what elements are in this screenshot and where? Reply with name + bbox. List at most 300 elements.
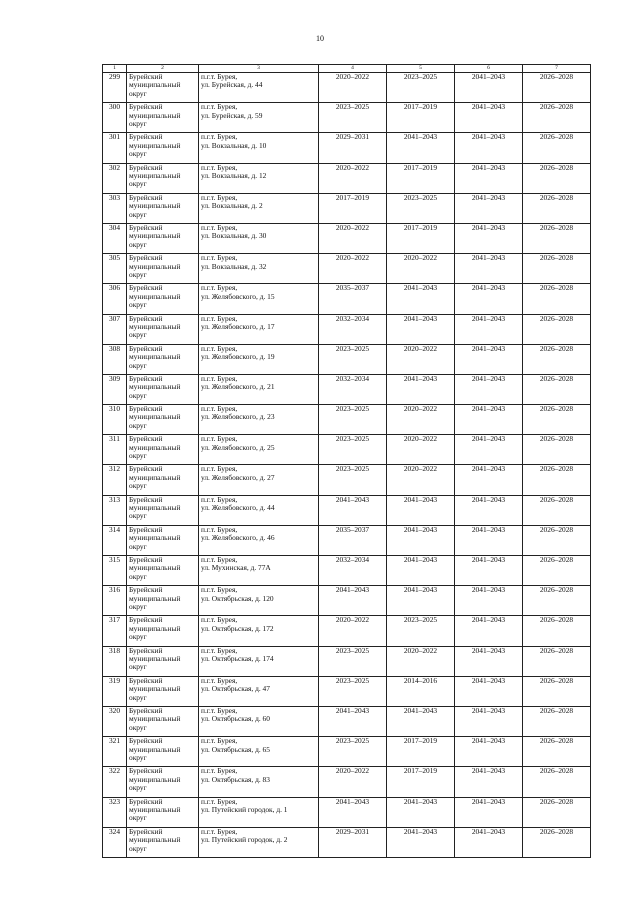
period-col6-cell: 2041–2043 <box>455 73 523 103</box>
municipality-cell <box>127 374 199 404</box>
table-row <box>103 495 591 525</box>
municipality-cell <box>127 193 199 223</box>
row-number-cell: 308 <box>103 344 127 374</box>
address-line: п.г.т. Бурея, <box>201 827 238 836</box>
address-line: п.г.т. Бурея, <box>201 193 238 202</box>
period-col7-cell: 2026–2028 <box>523 344 591 374</box>
period-col5-cell: 2020–2022 <box>387 254 455 284</box>
period-col7-cell: 2026–2028 <box>523 737 591 767</box>
municipality-line: Бурейский <box>129 676 163 685</box>
period-col6-cell: 2041–2043 <box>455 737 523 767</box>
municipality-cell <box>127 495 199 525</box>
address-line: ул. Вокзальная, д. 30 <box>201 231 267 241</box>
period-col4-cell: 2020–2022 <box>319 163 387 193</box>
table-row <box>103 586 591 616</box>
municipality-line: муниципальный <box>129 744 181 754</box>
period-col4-cell: 2020–2022 <box>319 73 387 103</box>
address-cell <box>199 586 319 616</box>
address-cell <box>199 223 319 253</box>
period-col5-cell: 2041–2043 <box>387 284 455 314</box>
row-number-cell: 317 <box>103 616 127 646</box>
municipality-cell <box>127 254 199 284</box>
period-col6-cell: 2041–2043 <box>455 706 523 736</box>
address-line: п.г.т. Бурея, <box>201 555 238 564</box>
municipality-line: Бурейский <box>129 766 163 776</box>
table-row <box>103 556 591 586</box>
row-number-cell: 318 <box>103 646 127 676</box>
period-col7-cell: 2026–2028 <box>523 223 591 253</box>
period-col7-cell: 2026–2028 <box>523 797 591 827</box>
period-col7-cell: 2026–2028 <box>523 556 591 586</box>
municipality-line: муниципальный <box>129 623 181 633</box>
address-line: ул. Вокзальная, д. 10 <box>201 140 267 150</box>
period-col4-cell: 2023–2025 <box>319 465 387 495</box>
municipality-cell <box>127 133 199 163</box>
period-col7-cell: 2026–2028 <box>523 616 591 646</box>
municipality-line: округ <box>129 269 147 279</box>
municipality-cell <box>127 344 199 374</box>
row-number-cell: 312 <box>103 465 127 495</box>
municipality-line: муниципальный <box>129 140 181 150</box>
column-header: 6 <box>455 65 523 73</box>
period-col4-cell: 2023–2025 <box>319 646 387 676</box>
table-row <box>103 616 591 646</box>
municipality-line: Бурейский <box>129 102 163 112</box>
row-number-cell: 314 <box>103 525 127 555</box>
period-col5-cell: 2041–2043 <box>387 374 455 404</box>
period-col6-cell: 2041–2043 <box>455 465 523 495</box>
table-row <box>103 133 591 163</box>
address-cell <box>199 797 319 827</box>
period-col6-cell: 2041–2043 <box>455 254 523 284</box>
period-col4-cell: 2023–2025 <box>319 344 387 374</box>
municipality-line: Бурейский <box>129 193 163 202</box>
table-row <box>103 767 591 797</box>
municipality-line: муниципальный <box>129 170 181 180</box>
municipality-cell <box>127 676 199 706</box>
municipality-line: округ <box>129 300 147 310</box>
address-line: ул. Желябовского, д. 25 <box>201 442 275 452</box>
table-row <box>103 103 591 133</box>
address-line: п.г.т. Бурея, <box>201 615 238 625</box>
address-cell <box>199 525 319 555</box>
column-header: 7 <box>523 65 591 73</box>
period-col4-cell: 2017–2019 <box>319 193 387 223</box>
row-number-cell: 323 <box>103 797 127 827</box>
period-col7-cell: 2026–2028 <box>523 646 591 676</box>
row-number-cell: 304 <box>103 223 127 253</box>
period-col5-cell: 2017–2019 <box>387 223 455 253</box>
municipality-cell <box>127 797 199 827</box>
row-number-cell: 303 <box>103 193 127 223</box>
table-row <box>103 374 591 404</box>
address-line: ул. Желябовского, д. 27 <box>201 472 275 482</box>
municipality-line: Бурейский <box>129 223 163 232</box>
table-row <box>103 827 591 857</box>
address-cell <box>199 706 319 736</box>
address-line: ул. Октябрьская, д. 172 <box>201 623 274 633</box>
address-cell <box>199 616 319 646</box>
municipality-line: округ <box>129 602 147 611</box>
address-cell <box>199 495 319 525</box>
address-cell <box>199 465 319 495</box>
address-cell <box>199 646 319 676</box>
row-number-cell: 320 <box>103 706 127 736</box>
period-col5-cell: 2041–2043 <box>387 314 455 344</box>
row-number-cell: 311 <box>103 435 127 465</box>
municipality-line: округ <box>129 481 147 491</box>
municipality-line: Бурейский <box>129 555 163 564</box>
municipality-line: Бурейский <box>129 374 163 383</box>
period-col6-cell: 2041–2043 <box>455 344 523 374</box>
table-row <box>103 73 591 103</box>
period-col4-cell: 2020–2022 <box>319 223 387 253</box>
period-col7-cell: 2026–2028 <box>523 767 591 797</box>
address-line: п.г.т. Бурея, <box>201 314 238 323</box>
table-row <box>103 706 591 736</box>
period-col4-cell: 2029–2031 <box>319 827 387 857</box>
period-col5-cell: 2020–2022 <box>387 344 455 374</box>
municipality-cell <box>127 314 199 344</box>
row-number-cell: 299 <box>103 73 127 103</box>
row-number-cell: 321 <box>103 737 127 767</box>
municipality-cell <box>127 556 199 586</box>
municipality-cell <box>127 103 199 133</box>
period-col5-cell: 2023–2025 <box>387 616 455 646</box>
municipality-line: округ <box>129 88 147 98</box>
address-cell <box>199 73 319 103</box>
column-header: 2 <box>127 65 199 73</box>
municipality-line: округ <box>129 511 147 521</box>
municipality-line: округ <box>129 360 147 370</box>
address-line: ул. Желябовского, д. 19 <box>201 352 275 362</box>
period-col7-cell: 2026–2028 <box>523 435 591 465</box>
period-col4-cell: 2023–2025 <box>319 737 387 767</box>
address-line: ул. Вокзальная, д. 32 <box>201 261 267 271</box>
row-number-cell: 305 <box>103 254 127 284</box>
period-col7-cell: 2026–2028 <box>523 495 591 525</box>
address-line: п.г.т. Бурея, <box>201 102 238 112</box>
period-col5-cell: 2041–2043 <box>387 797 455 827</box>
address-line: п.г.т. Бурея, <box>201 676 238 685</box>
period-col6-cell: 2041–2043 <box>455 797 523 827</box>
address-cell <box>199 103 319 133</box>
municipality-cell <box>127 525 199 555</box>
municipality-line: муниципальный <box>129 352 181 362</box>
row-number-cell: 313 <box>103 495 127 525</box>
municipality-line: муниципальный <box>129 80 181 90</box>
column-header: 1 <box>103 65 127 73</box>
address-line: ул. Желябовского, д. 21 <box>201 382 275 392</box>
period-col5-cell: 2014–2016 <box>387 676 455 706</box>
address-line: п.г.т. Бурея, <box>201 283 238 293</box>
row-number-cell: 300 <box>103 103 127 133</box>
period-col4-cell: 2023–2025 <box>319 435 387 465</box>
table-body <box>103 73 591 858</box>
period-col4-cell: 2020–2022 <box>319 616 387 646</box>
period-col4-cell: 2020–2022 <box>319 254 387 284</box>
municipality-line: округ <box>129 662 147 672</box>
period-col7-cell: 2026–2028 <box>523 163 591 193</box>
municipality-cell <box>127 827 199 857</box>
period-col5-cell: 2041–2043 <box>387 556 455 586</box>
address-line: ул. Бурейская, д. 59 <box>201 110 263 120</box>
period-col5-cell: 2041–2043 <box>387 133 455 163</box>
municipality-cell <box>127 465 199 495</box>
column-header: 4 <box>319 65 387 73</box>
row-number-cell: 319 <box>103 676 127 706</box>
address-cell <box>199 344 319 374</box>
municipality-line: муниципальный <box>129 261 181 271</box>
table-row <box>103 525 591 555</box>
period-col5-cell: 2020–2022 <box>387 465 455 495</box>
table-row <box>103 223 591 253</box>
period-col6-cell: 2041–2043 <box>455 103 523 133</box>
municipality-line: муниципальный <box>129 110 181 120</box>
address-line: п.г.т. Бурея, <box>201 706 238 715</box>
period-col4-cell: 2029–2031 <box>319 133 387 163</box>
municipality-line: Бурейский <box>129 404 163 414</box>
municipality-line: округ <box>129 390 147 400</box>
period-col6-cell: 2041–2043 <box>455 314 523 344</box>
period-col4-cell: 2035–2037 <box>319 284 387 314</box>
municipality-line: округ <box>129 541 147 551</box>
period-col4-cell: 2035–2037 <box>319 525 387 555</box>
municipality-line: Бурейский <box>129 344 163 353</box>
address-line: ул. Путейский городок, д. 2 <box>201 835 288 845</box>
period-col6-cell: 2041–2043 <box>455 163 523 193</box>
municipality-line: Бурейский <box>129 283 163 293</box>
address-line: п.г.т. Бурея, <box>201 132 238 142</box>
municipality-cell <box>127 405 199 435</box>
period-col4-cell: 2023–2025 <box>319 676 387 706</box>
address-line: ул. Октябрьская, д. 120 <box>201 593 274 603</box>
municipality-cell <box>127 586 199 616</box>
row-number-cell: 316 <box>103 586 127 616</box>
period-col5-cell: 2020–2022 <box>387 435 455 465</box>
period-col7-cell: 2026–2028 <box>523 254 591 284</box>
municipality-line: Бурейский <box>129 525 163 534</box>
address-line: п.г.т. Бурея, <box>201 253 238 263</box>
period-col7-cell: 2026–2028 <box>523 133 591 163</box>
address-line: п.г.т. Бурея, <box>201 344 238 353</box>
municipality-line: округ <box>129 752 147 762</box>
period-col5-cell: 2020–2022 <box>387 405 455 435</box>
address-line: ул. Октябрьская, д. 60 <box>201 714 270 724</box>
address-cell <box>199 556 319 586</box>
period-col5-cell: 2017–2019 <box>387 163 455 193</box>
municipality-line: округ <box>129 330 147 340</box>
municipality-line: округ <box>129 632 147 642</box>
municipality-cell <box>127 284 199 314</box>
municipality-line: муниципальный <box>129 714 181 724</box>
table-row <box>103 314 591 344</box>
period-col7-cell: 2026–2028 <box>523 706 591 736</box>
municipality-line: округ <box>129 149 147 159</box>
period-col5-cell: 2017–2019 <box>387 103 455 133</box>
period-col7-cell: 2026–2028 <box>523 676 591 706</box>
row-number-cell: 310 <box>103 405 127 435</box>
municipality-line: муниципальный <box>129 653 181 663</box>
municipality-line: Бурейский <box>129 495 163 504</box>
municipality-line: муниципальный <box>129 472 181 482</box>
municipality-cell <box>127 767 199 797</box>
municipality-cell <box>127 73 199 103</box>
period-col6-cell: 2041–2043 <box>455 646 523 676</box>
period-col5-cell: 2041–2043 <box>387 495 455 525</box>
period-col7-cell: 2026–2028 <box>523 827 591 857</box>
address-line: ул. Октябрьская, д. 65 <box>201 744 270 754</box>
municipality-cell <box>127 223 199 253</box>
column-header: 5 <box>387 65 455 73</box>
address-line: п.г.т. Бурея, <box>201 223 238 232</box>
period-col4-cell: 2041–2043 <box>319 797 387 827</box>
municipality-line: муниципальный <box>129 774 181 784</box>
municipality-line: округ <box>129 722 147 732</box>
period-col6-cell: 2041–2043 <box>455 133 523 163</box>
period-col7-cell: 2026–2028 <box>523 586 591 616</box>
page-number: 10 <box>316 34 324 43</box>
municipality-line: муниципальный <box>129 291 181 301</box>
period-col7-cell: 2026–2028 <box>523 73 591 103</box>
row-number-cell: 301 <box>103 133 127 163</box>
table-row <box>103 676 591 706</box>
table-row <box>103 344 591 374</box>
address-cell <box>199 254 319 284</box>
municipality-line: округ <box>129 179 147 189</box>
period-col5-cell: 2041–2043 <box>387 706 455 736</box>
municipality-line: муниципальный <box>129 382 181 392</box>
address-line: ул. Желябовского, д. 44 <box>201 503 275 513</box>
column-number-row <box>103 65 591 73</box>
municipality-line: муниципальный <box>129 684 181 694</box>
municipality-line: округ <box>129 692 147 702</box>
period-col5-cell: 2041–2043 <box>387 827 455 857</box>
address-line: п.г.т. Бурея, <box>201 72 238 81</box>
municipality-line: округ <box>129 239 147 249</box>
period-col7-cell: 2026–2028 <box>523 405 591 435</box>
row-number-cell: 309 <box>103 374 127 404</box>
address-line: ул. Путейский городок, д. 1 <box>201 804 288 814</box>
address-line: ул. Мухинская, д. 77А <box>201 563 271 573</box>
period-col6-cell: 2041–2043 <box>455 827 523 857</box>
municipality-line: муниципальный <box>129 563 181 573</box>
period-col4-cell: 2023–2025 <box>319 405 387 435</box>
period-col4-cell: 2032–2034 <box>319 556 387 586</box>
municipality-line: Бурейский <box>129 253 163 263</box>
address-line: ул. Бурейская, д. 44 <box>201 80 263 90</box>
municipality-line: муниципальный <box>129 231 181 241</box>
period-col6-cell: 2041–2043 <box>455 525 523 555</box>
period-col4-cell: 2041–2043 <box>319 586 387 616</box>
period-col6-cell: 2041–2043 <box>455 676 523 706</box>
address-line: ул. Желябовского, д. 23 <box>201 412 275 422</box>
period-col6-cell: 2041–2043 <box>455 374 523 404</box>
municipality-line: муниципальный <box>129 503 181 513</box>
municipality-line: Бурейский <box>129 797 163 806</box>
period-col7-cell: 2026–2028 <box>523 314 591 344</box>
address-line: п.г.т. Бурея, <box>201 404 238 414</box>
row-number-cell: 324 <box>103 827 127 857</box>
municipality-line: округ <box>129 451 147 461</box>
municipality-cell <box>127 737 199 767</box>
municipality-line: муниципальный <box>129 593 181 603</box>
address-cell <box>199 827 319 857</box>
address-line: ул. Желябовского, д. 15 <box>201 291 275 301</box>
municipality-line: Бурейский <box>129 464 163 474</box>
municipality-line: муниципальный <box>129 321 181 331</box>
table-row <box>103 193 591 223</box>
address-line: п.г.т. Бурея, <box>201 736 238 746</box>
period-col4-cell: 2020–2022 <box>319 767 387 797</box>
municipality-line: округ <box>129 813 147 823</box>
period-col5-cell: 2023–2025 <box>387 73 455 103</box>
address-line: п.г.т. Бурея, <box>201 525 238 534</box>
period-col6-cell: 2041–2043 <box>455 435 523 465</box>
period-col5-cell: 2017–2019 <box>387 767 455 797</box>
period-col5-cell: 2041–2043 <box>387 586 455 616</box>
table-row <box>103 435 591 465</box>
period-col4-cell: 2032–2034 <box>319 374 387 404</box>
municipality-line: Бурейский <box>129 163 163 172</box>
municipality-line: Бурейский <box>129 434 163 444</box>
period-col6-cell: 2041–2043 <box>455 495 523 525</box>
municipality-line: муниципальный <box>129 412 181 422</box>
municipality-cell <box>127 616 199 646</box>
address-cell <box>199 676 319 706</box>
address-line: п.г.т. Бурея, <box>201 163 238 172</box>
period-col7-cell: 2026–2028 <box>523 465 591 495</box>
municipality-line: округ <box>129 119 147 128</box>
row-number-cell: 306 <box>103 284 127 314</box>
municipality-line: муниципальный <box>129 442 181 452</box>
municipality-line: Бурейский <box>129 736 163 746</box>
address-cell <box>199 435 319 465</box>
address-line: ул. Желябовского, д. 17 <box>201 321 275 331</box>
municipality-line: Бурейский <box>129 827 163 836</box>
table-row <box>103 405 591 435</box>
period-col4-cell: 2032–2034 <box>319 314 387 344</box>
address-line: п.г.т. Бурея, <box>201 766 238 776</box>
address-line: п.г.т. Бурея, <box>201 646 238 655</box>
period-col5-cell: 2023–2025 <box>387 193 455 223</box>
municipality-line: муниципальный <box>129 835 181 845</box>
municipality-line: Бурейский <box>129 314 163 323</box>
municipality-line: муниципальный <box>129 804 181 814</box>
period-col5-cell: 2017–2019 <box>387 737 455 767</box>
address-line: ул. Октябрьская, д. 83 <box>201 774 270 784</box>
address-cell <box>199 284 319 314</box>
municipality-line: округ <box>129 783 147 793</box>
period-col6-cell: 2041–2043 <box>455 586 523 616</box>
period-col6-cell: 2041–2043 <box>455 405 523 435</box>
municipality-line: муниципальный <box>129 201 181 211</box>
period-col7-cell: 2026–2028 <box>523 525 591 555</box>
address-line: ул. Октябрьская, д. 174 <box>201 653 274 663</box>
row-number-cell: 307 <box>103 314 127 344</box>
municipality-line: округ <box>129 571 147 581</box>
address-line: п.г.т. Бурея, <box>201 374 238 383</box>
table-row <box>103 465 591 495</box>
period-col7-cell: 2026–2028 <box>523 284 591 314</box>
period-col6-cell: 2041–2043 <box>455 223 523 253</box>
period-col6-cell: 2041–2043 <box>455 767 523 797</box>
address-cell <box>199 163 319 193</box>
municipality-cell <box>127 163 199 193</box>
municipality-line: Бурейский <box>129 646 163 655</box>
address-line: ул. Вокзальная, д. 2 <box>201 201 263 211</box>
municipality-line: Бурейский <box>129 585 163 595</box>
